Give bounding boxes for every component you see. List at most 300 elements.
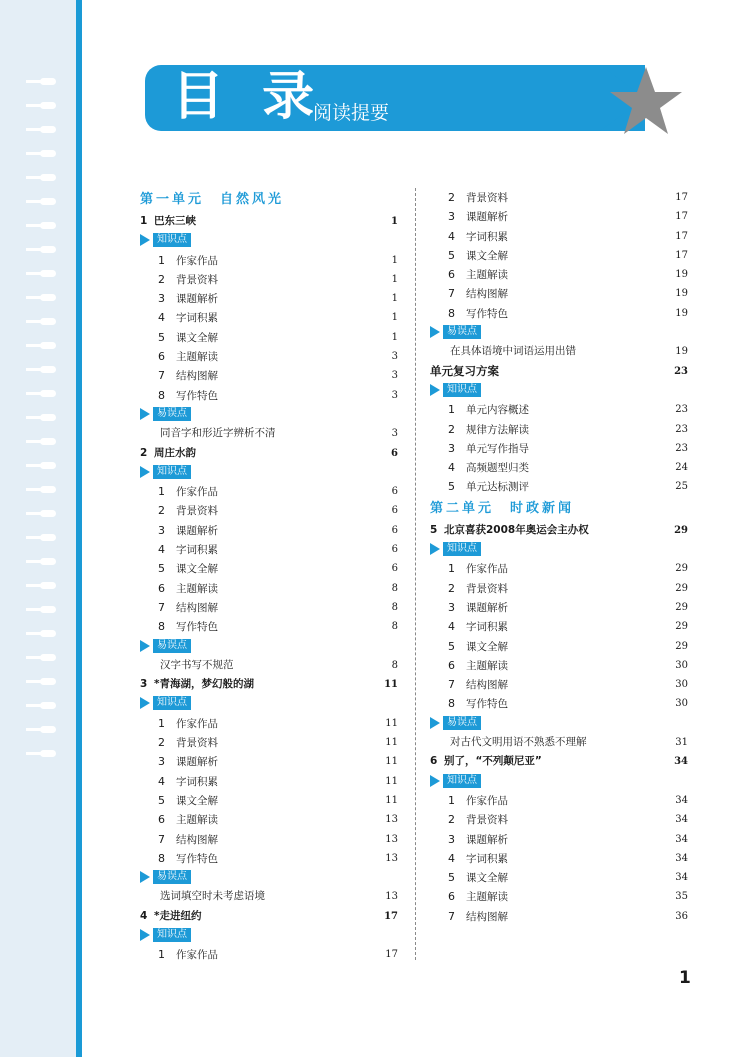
- entry-page-number: 29: [675, 640, 688, 652]
- toc-lesson-entry[interactable]: [140, 907, 398, 926]
- toc-item-entry[interactable]: [430, 810, 688, 829]
- entry-page-number: 13: [385, 852, 398, 864]
- entry-title: 背景资料: [176, 273, 218, 286]
- item-number: 8: [158, 388, 165, 402]
- entry-title: 课题解析: [176, 524, 218, 537]
- toc-item-entry[interactable]: [140, 772, 398, 791]
- entry-page-number: 13: [385, 891, 398, 903]
- binding-hole: [40, 678, 56, 685]
- entry-page-number: 23: [674, 365, 688, 377]
- item-number: 6: [158, 350, 165, 364]
- item-number: 8: [448, 306, 455, 320]
- toc-item-entry[interactable]: [430, 265, 688, 284]
- toc-item-entry[interactable]: [430, 439, 688, 458]
- entry-page-number: 8: [391, 582, 398, 594]
- entry-title: 字词积累: [466, 621, 508, 634]
- section-tag-label: 知识点: [443, 383, 481, 397]
- entry-page-number: 23: [675, 442, 688, 454]
- section-tag-label: 知识点: [443, 774, 481, 788]
- toc-item-entry[interactable]: [430, 598, 688, 617]
- entry-page-number: 36: [675, 910, 688, 922]
- toc-item-entry[interactable]: [430, 887, 688, 906]
- entry-title: 巴东三峡: [154, 215, 196, 227]
- entry-title: 课题解析: [176, 756, 218, 769]
- toc-section-tag: [140, 868, 398, 887]
- section-tag-label: 知识点: [153, 233, 191, 247]
- item-number: 3: [448, 832, 455, 846]
- toc-section-tag: [430, 540, 688, 559]
- entry-title: 字词积累: [176, 775, 218, 788]
- section-tag: [140, 639, 191, 653]
- toc-item-entry[interactable]: [140, 328, 398, 347]
- entry-title: 作家作品: [176, 254, 218, 267]
- entry-title: 别了，“不列颠尼亚”: [444, 755, 542, 768]
- toc-item-entry[interactable]: [430, 868, 688, 887]
- entry-page-number: 29: [675, 621, 688, 633]
- entry-title: 字词积累: [466, 852, 508, 865]
- entry-page-number: 1: [391, 254, 398, 266]
- entry-title: 单元内容概述: [466, 404, 529, 417]
- entry-title: 写作特色: [176, 389, 218, 402]
- binding-hole: [40, 462, 56, 469]
- toc-item-entry[interactable]: [140, 752, 398, 771]
- toc-item-entry[interactable]: [140, 386, 398, 405]
- entry-page-number: 11: [385, 775, 398, 787]
- item-number: 2: [448, 813, 455, 827]
- item-number: 6: [158, 581, 165, 595]
- entry-page-number: 8: [391, 659, 398, 671]
- toc-item-entry[interactable]: [140, 308, 398, 327]
- entry-title: 结构图解: [176, 370, 218, 383]
- section-tag: [140, 870, 191, 884]
- toc-item-entry[interactable]: [430, 420, 688, 439]
- entry-page-number: 23: [675, 423, 688, 435]
- toc-section-tag: [140, 231, 398, 250]
- binding-hole: [40, 390, 56, 397]
- item-number: 6: [448, 658, 455, 672]
- entry-title: 背景资料: [176, 505, 218, 518]
- entry-title: 主题解读: [176, 582, 218, 595]
- item-number: 7: [158, 600, 165, 614]
- entry-page-number: 6: [391, 524, 398, 536]
- entry-page-number: 17: [675, 230, 688, 242]
- entry-title: 单元复习方案: [430, 363, 499, 378]
- binding-hole: [40, 174, 56, 181]
- item-number: 7: [448, 909, 455, 923]
- entry-page-number: 17: [675, 249, 688, 261]
- toc-item-entry[interactable]: [140, 482, 398, 501]
- column-divider: [415, 188, 416, 960]
- item-number: 3: [158, 755, 165, 769]
- page-subtitle: 阅读提要: [313, 102, 390, 124]
- item-number: 4: [448, 851, 455, 865]
- toc-item-entry[interactable]: [140, 540, 398, 559]
- entry-page-number: 30: [675, 698, 688, 710]
- entry-page-number: 30: [675, 679, 688, 691]
- entry-title: 课文全解: [176, 794, 218, 807]
- section-tag-label: 易误点: [153, 870, 191, 884]
- play-arrow-icon: [140, 640, 150, 652]
- entry-page-number: 34: [675, 852, 688, 864]
- entry-page-number: 35: [675, 891, 688, 903]
- binding-hole: [40, 654, 56, 661]
- toc-item-entry[interactable]: [140, 559, 398, 578]
- binding-hole: [40, 150, 56, 157]
- item-number: 1: [158, 948, 165, 962]
- entry-page-number: 1: [391, 331, 398, 343]
- entry-page-number: 13: [385, 833, 398, 845]
- entry-title: 课文全解: [466, 872, 508, 885]
- entry-title: 字词积累: [176, 312, 218, 325]
- toc-item-entry[interactable]: [140, 598, 398, 617]
- toc-item-entry[interactable]: [140, 251, 398, 270]
- item-number: 1: [448, 562, 455, 576]
- entry-title: *青海湖，梦幻般的湖: [154, 678, 254, 691]
- entry-page-number: 11: [385, 794, 398, 806]
- entry-page-number: 17: [675, 192, 688, 203]
- binding-hole: [40, 294, 56, 301]
- play-arrow-icon: [140, 408, 150, 420]
- section-tag-label: 易误点: [153, 407, 191, 421]
- item-number: 2: [158, 736, 165, 750]
- binding-hole: [40, 582, 56, 589]
- section-tag: [430, 716, 481, 730]
- entry-page-number: 34: [675, 814, 688, 826]
- entry-title: 背景资料: [466, 814, 508, 827]
- item-number: 4: [158, 774, 165, 788]
- section-tag-label: 易误点: [443, 325, 481, 339]
- entry-title: 结构图解: [176, 601, 218, 614]
- binding-hole: [40, 750, 56, 757]
- entry-page-number: 19: [675, 288, 688, 300]
- item-number: 1: [448, 403, 455, 417]
- entry-title: 作家作品: [176, 486, 218, 499]
- toc-item-entry[interactable]: [430, 656, 688, 675]
- entry-page-number: 17: [385, 949, 398, 961]
- entry-title: 背景资料: [466, 192, 508, 204]
- binding-hole: [40, 630, 56, 637]
- binding-hole: [40, 414, 56, 421]
- binding-hole: [40, 102, 56, 109]
- binding-hole: [40, 198, 56, 205]
- section-tag-label: 知识点: [443, 542, 481, 556]
- item-number: 5: [448, 480, 455, 494]
- toc-item-entry[interactable]: [430, 284, 688, 303]
- item-number: 2: [158, 504, 165, 518]
- entry-page-number: 3: [391, 428, 398, 440]
- entry-page-number: 19: [675, 346, 688, 358]
- entry-page-number: 11: [385, 756, 398, 768]
- item-number: 2: [158, 272, 165, 286]
- entry-title: 单元达标测评: [466, 481, 529, 494]
- play-arrow-icon: [140, 929, 150, 941]
- item-number: 3: [448, 600, 455, 614]
- section-tag: [430, 774, 481, 788]
- toc-section-tag: [140, 694, 398, 713]
- entry-title: 结构图解: [466, 910, 508, 923]
- entry-page-number: 13: [385, 814, 398, 826]
- toc-lesson-entry[interactable]: [430, 752, 688, 771]
- entry-page-number: 23: [675, 404, 688, 416]
- section-tag: [430, 325, 481, 339]
- entry-title: 写作特色: [466, 698, 508, 711]
- binding-hole: [40, 366, 56, 373]
- toc-lesson-entry[interactable]: [140, 212, 398, 231]
- item-number: 5: [158, 793, 165, 807]
- entry-page-number: 6: [391, 563, 398, 575]
- entry-title: 结构图解: [176, 833, 218, 846]
- toc-note-entry[interactable]: [140, 887, 398, 906]
- binding-hole: [40, 534, 56, 541]
- entry-page-number: 8: [391, 621, 398, 633]
- item-number: 1: [158, 253, 165, 267]
- toc-item-entry[interactable]: [430, 637, 688, 656]
- entry-title: 北京喜获2008年奥运会主办权: [444, 523, 589, 536]
- binding-hole: [40, 270, 56, 277]
- item-number: 8: [448, 697, 455, 711]
- toc-section-tag: [430, 772, 688, 791]
- toc-item-entry[interactable]: [430, 207, 688, 226]
- entry-page-number: 11: [385, 717, 398, 729]
- entry-title: 高频题型归类: [466, 462, 529, 475]
- binding-hole: [40, 342, 56, 349]
- toc-item-entry[interactable]: [140, 714, 398, 733]
- section-tag-label: 知识点: [153, 928, 191, 942]
- play-arrow-icon: [140, 871, 150, 883]
- lesson-number: 5: [430, 523, 438, 536]
- section-tag: [140, 407, 191, 421]
- item-number: 1: [158, 485, 165, 499]
- page-number: 1: [679, 968, 691, 988]
- entry-page-number: 8: [391, 601, 398, 613]
- entry-page-number: 1: [391, 293, 398, 305]
- entry-page-number: 3: [391, 389, 398, 401]
- item-number: 3: [158, 523, 165, 537]
- entry-page-number: 29: [675, 563, 688, 575]
- item-number: 1: [158, 716, 165, 730]
- toc-item-entry[interactable]: [430, 907, 688, 926]
- toc-item-entry[interactable]: [140, 945, 398, 964]
- toc-item-entry[interactable]: [140, 791, 398, 810]
- section-tag-label: 知识点: [153, 465, 191, 479]
- entry-page-number: 34: [675, 872, 688, 884]
- play-arrow-icon: [430, 543, 440, 555]
- toc-item-entry[interactable]: [430, 246, 688, 265]
- section-tag: [140, 696, 191, 710]
- toc-item-entry[interactable]: [430, 458, 688, 477]
- entry-page-number: 1: [391, 216, 398, 227]
- entry-page-number: 6: [391, 544, 398, 556]
- toc-item-entry[interactable]: [430, 694, 688, 713]
- binding-edge: [76, 0, 82, 1057]
- section-tag: [430, 542, 481, 556]
- entry-title: 课文全解: [466, 249, 508, 262]
- toc-item-entry[interactable]: [140, 366, 398, 385]
- toc-item-entry[interactable]: [140, 270, 398, 289]
- toc-section-tag: [140, 463, 398, 482]
- item-number: 7: [448, 287, 455, 301]
- entry-title: 背景资料: [466, 582, 508, 595]
- entry-title: 主题解读: [466, 659, 508, 672]
- toc-note-entry[interactable]: [430, 733, 688, 752]
- toc-item-entry[interactable]: [140, 810, 398, 829]
- entry-title: 字词积累: [466, 230, 508, 243]
- item-number: 5: [448, 639, 455, 653]
- section-tag-label: 易误点: [443, 716, 481, 730]
- entry-page-number: 31: [675, 737, 688, 749]
- binding-strip: [0, 0, 82, 1057]
- binding-hole: [40, 510, 56, 517]
- entry-page-number: 30: [675, 659, 688, 671]
- toc-item-entry[interactable]: [140, 289, 398, 308]
- toc-item-entry[interactable]: [430, 830, 688, 849]
- binding-hole: [40, 78, 56, 85]
- toc-note-entry[interactable]: [140, 424, 398, 443]
- toc-section-tag: [430, 714, 688, 733]
- entry-title: 背景资料: [176, 737, 218, 750]
- section-tag: [140, 233, 191, 247]
- toc-item-entry[interactable]: [430, 304, 688, 323]
- binding-hole: [40, 438, 56, 445]
- lesson-number: 1: [140, 215, 148, 227]
- toc-item-entry[interactable]: [140, 733, 398, 752]
- toc-item-entry[interactable]: [430, 188, 688, 207]
- toc-item-entry[interactable]: [430, 477, 688, 496]
- lesson-number: 6: [430, 755, 438, 768]
- entry-title: 课文全解: [466, 640, 508, 653]
- binding-hole: [40, 726, 56, 733]
- entry-title: 课文全解: [176, 563, 218, 576]
- play-arrow-icon: [140, 697, 150, 709]
- toc-item-entry[interactable]: [140, 347, 398, 366]
- toc-lesson-entry[interactable]: [430, 521, 688, 540]
- play-arrow-icon: [140, 466, 150, 478]
- entry-page-number: 34: [675, 833, 688, 845]
- entry-page-number: 11: [384, 679, 398, 691]
- binding-hole: [40, 702, 56, 709]
- entry-title: 主题解读: [176, 814, 218, 827]
- entry-title: *走进纽约: [154, 909, 202, 922]
- play-arrow-icon: [430, 775, 440, 787]
- toc-item-entry[interactable]: [140, 579, 398, 598]
- item-number: 3: [158, 292, 165, 306]
- item-number: 4: [158, 543, 165, 557]
- entry-title: 主题解读: [176, 351, 218, 364]
- entry-page-number: 29: [674, 524, 688, 536]
- entry-title: 字词积累: [176, 544, 218, 557]
- entry-page-number: 11: [385, 737, 398, 749]
- toc-item-entry[interactable]: [140, 501, 398, 520]
- toc-right-column: [430, 188, 688, 926]
- section-tag-label: 易误点: [153, 639, 191, 653]
- entry-title: 规律方法解读: [466, 423, 529, 436]
- item-number: 3: [448, 441, 455, 455]
- entry-page-number: 29: [675, 582, 688, 594]
- entry-title: 同音字和形近字辨析不清: [160, 427, 276, 440]
- entry-title: 课题解析: [466, 211, 508, 224]
- entry-title: 在具体语境中词语运用出错: [450, 345, 576, 358]
- item-number: 3: [448, 210, 455, 224]
- toc-lesson-entry[interactable]: [140, 444, 398, 463]
- entry-title: 作家作品: [466, 794, 508, 807]
- entry-page-number: 6: [391, 486, 398, 498]
- binding-hole: [40, 558, 56, 565]
- entry-page-number: 6: [391, 447, 398, 459]
- toc-unit-heading: 第二单元 时政新闻: [430, 500, 575, 516]
- binding-hole: [40, 318, 56, 325]
- entry-title: 结构图解: [466, 679, 508, 692]
- play-arrow-icon: [430, 717, 440, 729]
- entry-page-number: 3: [391, 351, 398, 363]
- item-number: 1: [448, 793, 455, 807]
- play-arrow-icon: [140, 234, 150, 246]
- toc-item-entry[interactable]: [430, 579, 688, 598]
- toc-item-entry[interactable]: [430, 791, 688, 810]
- toc-lesson-entry[interactable]: [140, 675, 398, 694]
- binding-hole: [40, 606, 56, 613]
- entry-title: 写作特色: [176, 852, 218, 865]
- item-number: 4: [448, 461, 455, 475]
- play-arrow-icon: [430, 326, 440, 338]
- item-number: 5: [448, 248, 455, 262]
- toc-note-entry[interactable]: [430, 342, 688, 361]
- toc-item-entry[interactable]: [140, 849, 398, 868]
- section-tag: [140, 465, 191, 479]
- section-tag: [430, 383, 481, 397]
- entry-page-number: 19: [675, 307, 688, 319]
- section-tag-label: 知识点: [153, 696, 191, 710]
- entry-title: 对古代文明用语不熟悉不理解: [450, 736, 587, 749]
- item-number: 7: [158, 369, 165, 383]
- star-icon: [606, 63, 686, 139]
- toc-item-entry[interactable]: [430, 559, 688, 578]
- lesson-number: 2: [140, 446, 148, 459]
- entry-page-number: 3: [391, 370, 398, 382]
- toc-item-entry[interactable]: [140, 617, 398, 636]
- item-number: 6: [448, 890, 455, 904]
- toc-note-entry[interactable]: [140, 656, 398, 675]
- toc-item-entry[interactable]: [430, 849, 688, 868]
- lesson-number: 3: [140, 678, 148, 691]
- entry-page-number: 17: [675, 211, 688, 223]
- entry-title: 课题解析: [176, 293, 218, 306]
- item-number: 6: [448, 268, 455, 282]
- toc-item-entry[interactable]: [430, 617, 688, 636]
- toc-item-entry[interactable]: [430, 400, 688, 419]
- toc-section-tag: [140, 926, 398, 945]
- toc-section-tag: [140, 637, 398, 656]
- toc-review-heading[interactable]: [430, 362, 688, 381]
- toc-item-entry[interactable]: [140, 521, 398, 540]
- toc-item-entry[interactable]: [140, 830, 398, 849]
- item-number: 5: [448, 871, 455, 885]
- entry-page-number: 24: [675, 462, 688, 474]
- page-title: 目 录: [172, 67, 325, 127]
- entry-page-number: 1: [391, 312, 398, 324]
- item-number: 4: [448, 620, 455, 634]
- entry-title: 课文全解: [176, 331, 218, 344]
- item-number: 2: [448, 581, 455, 595]
- toc-section-tag: [140, 405, 398, 424]
- item-number: 5: [158, 562, 165, 576]
- entry-title: 主题解读: [466, 891, 508, 904]
- toc-item-entry[interactable]: [430, 675, 688, 694]
- item-number: 8: [158, 851, 165, 865]
- entry-title: 周庄水韵: [154, 446, 196, 459]
- item-number: 2: [448, 191, 455, 204]
- item-number: 8: [158, 620, 165, 634]
- toc-item-entry[interactable]: [430, 227, 688, 246]
